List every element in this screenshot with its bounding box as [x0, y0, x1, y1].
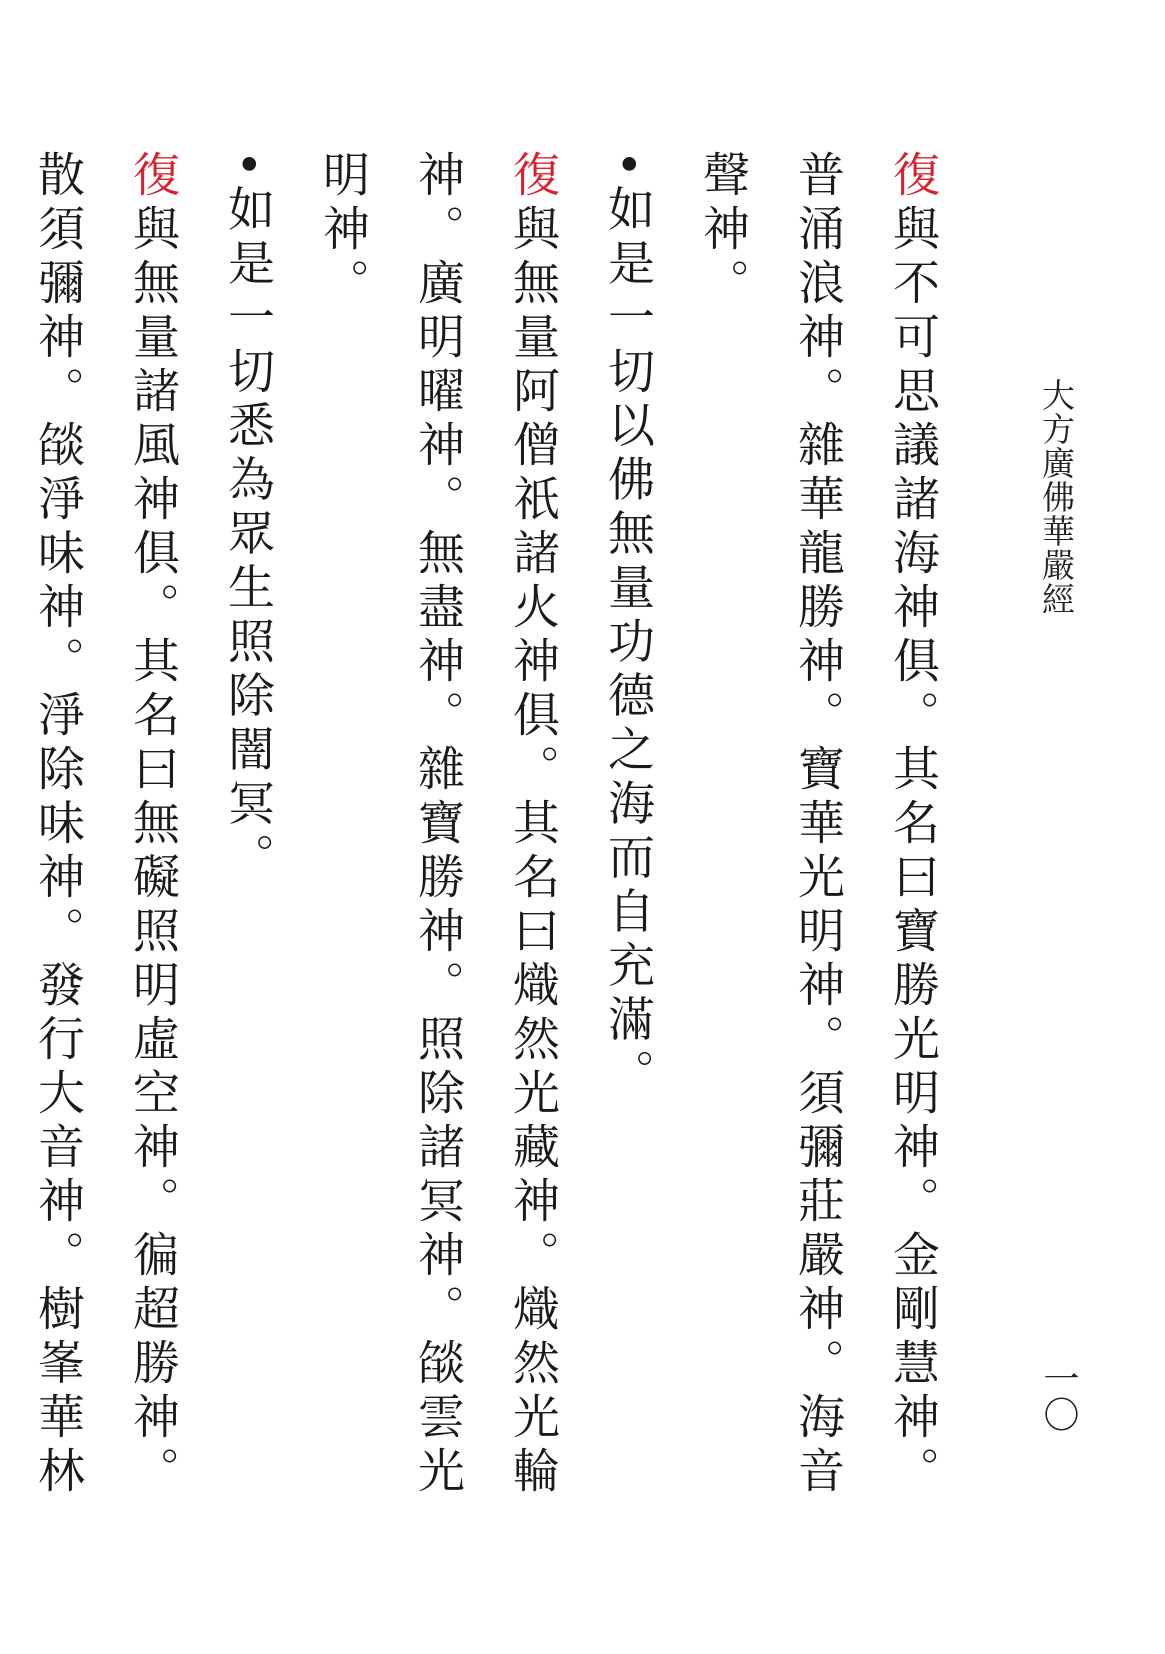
paragraph-text: 與無量諸風神俱。其名曰無礙照明虛空神。徧超勝神。散須彌神。燄淨味神。淨除味神。發行大音神。樹峯華林 [30, 150, 180, 1500]
paragraph-lead-char: 復 [125, 150, 180, 204]
paragraph-lead-char: 復 [505, 150, 560, 204]
paragraph-text: 如是一切以佛無量功德之海而自充滿。 [600, 184, 655, 1103]
paragraph [580, 150, 675, 1510]
paragraph [200, 150, 295, 1510]
paragraph-text: 與無量阿僧祇諸火神俱。其名曰熾然光藏神。熾然光輪神。廣明曜神。無盡神。雜寶勝神。照除諸冥神。燄雲光明神。 [315, 150, 560, 1500]
book-title: 大方廣佛華嚴經 [1037, 378, 1076, 616]
paragraph-text: 與不可思議諸海神俱。其名曰寶勝光明神。金剛慧神。普涌浪神。雜華龍勝神。寶華光明神。須彌莊嚴神。海音聲神。 [695, 150, 940, 1500]
paragraph [295, 150, 580, 1510]
page-number: 一〇 [1038, 1360, 1079, 1432]
paragraph-text: 如是一切悉為眾生照除闇冥。 [220, 184, 275, 887]
bullet-icon: • [220, 150, 275, 185]
paragraph-lead-char: 復 [885, 150, 940, 204]
bullet-icon: • [600, 150, 655, 185]
paragraph [10, 150, 200, 1510]
paragraph [675, 150, 960, 1510]
scripture-body [10, 150, 960, 1510]
